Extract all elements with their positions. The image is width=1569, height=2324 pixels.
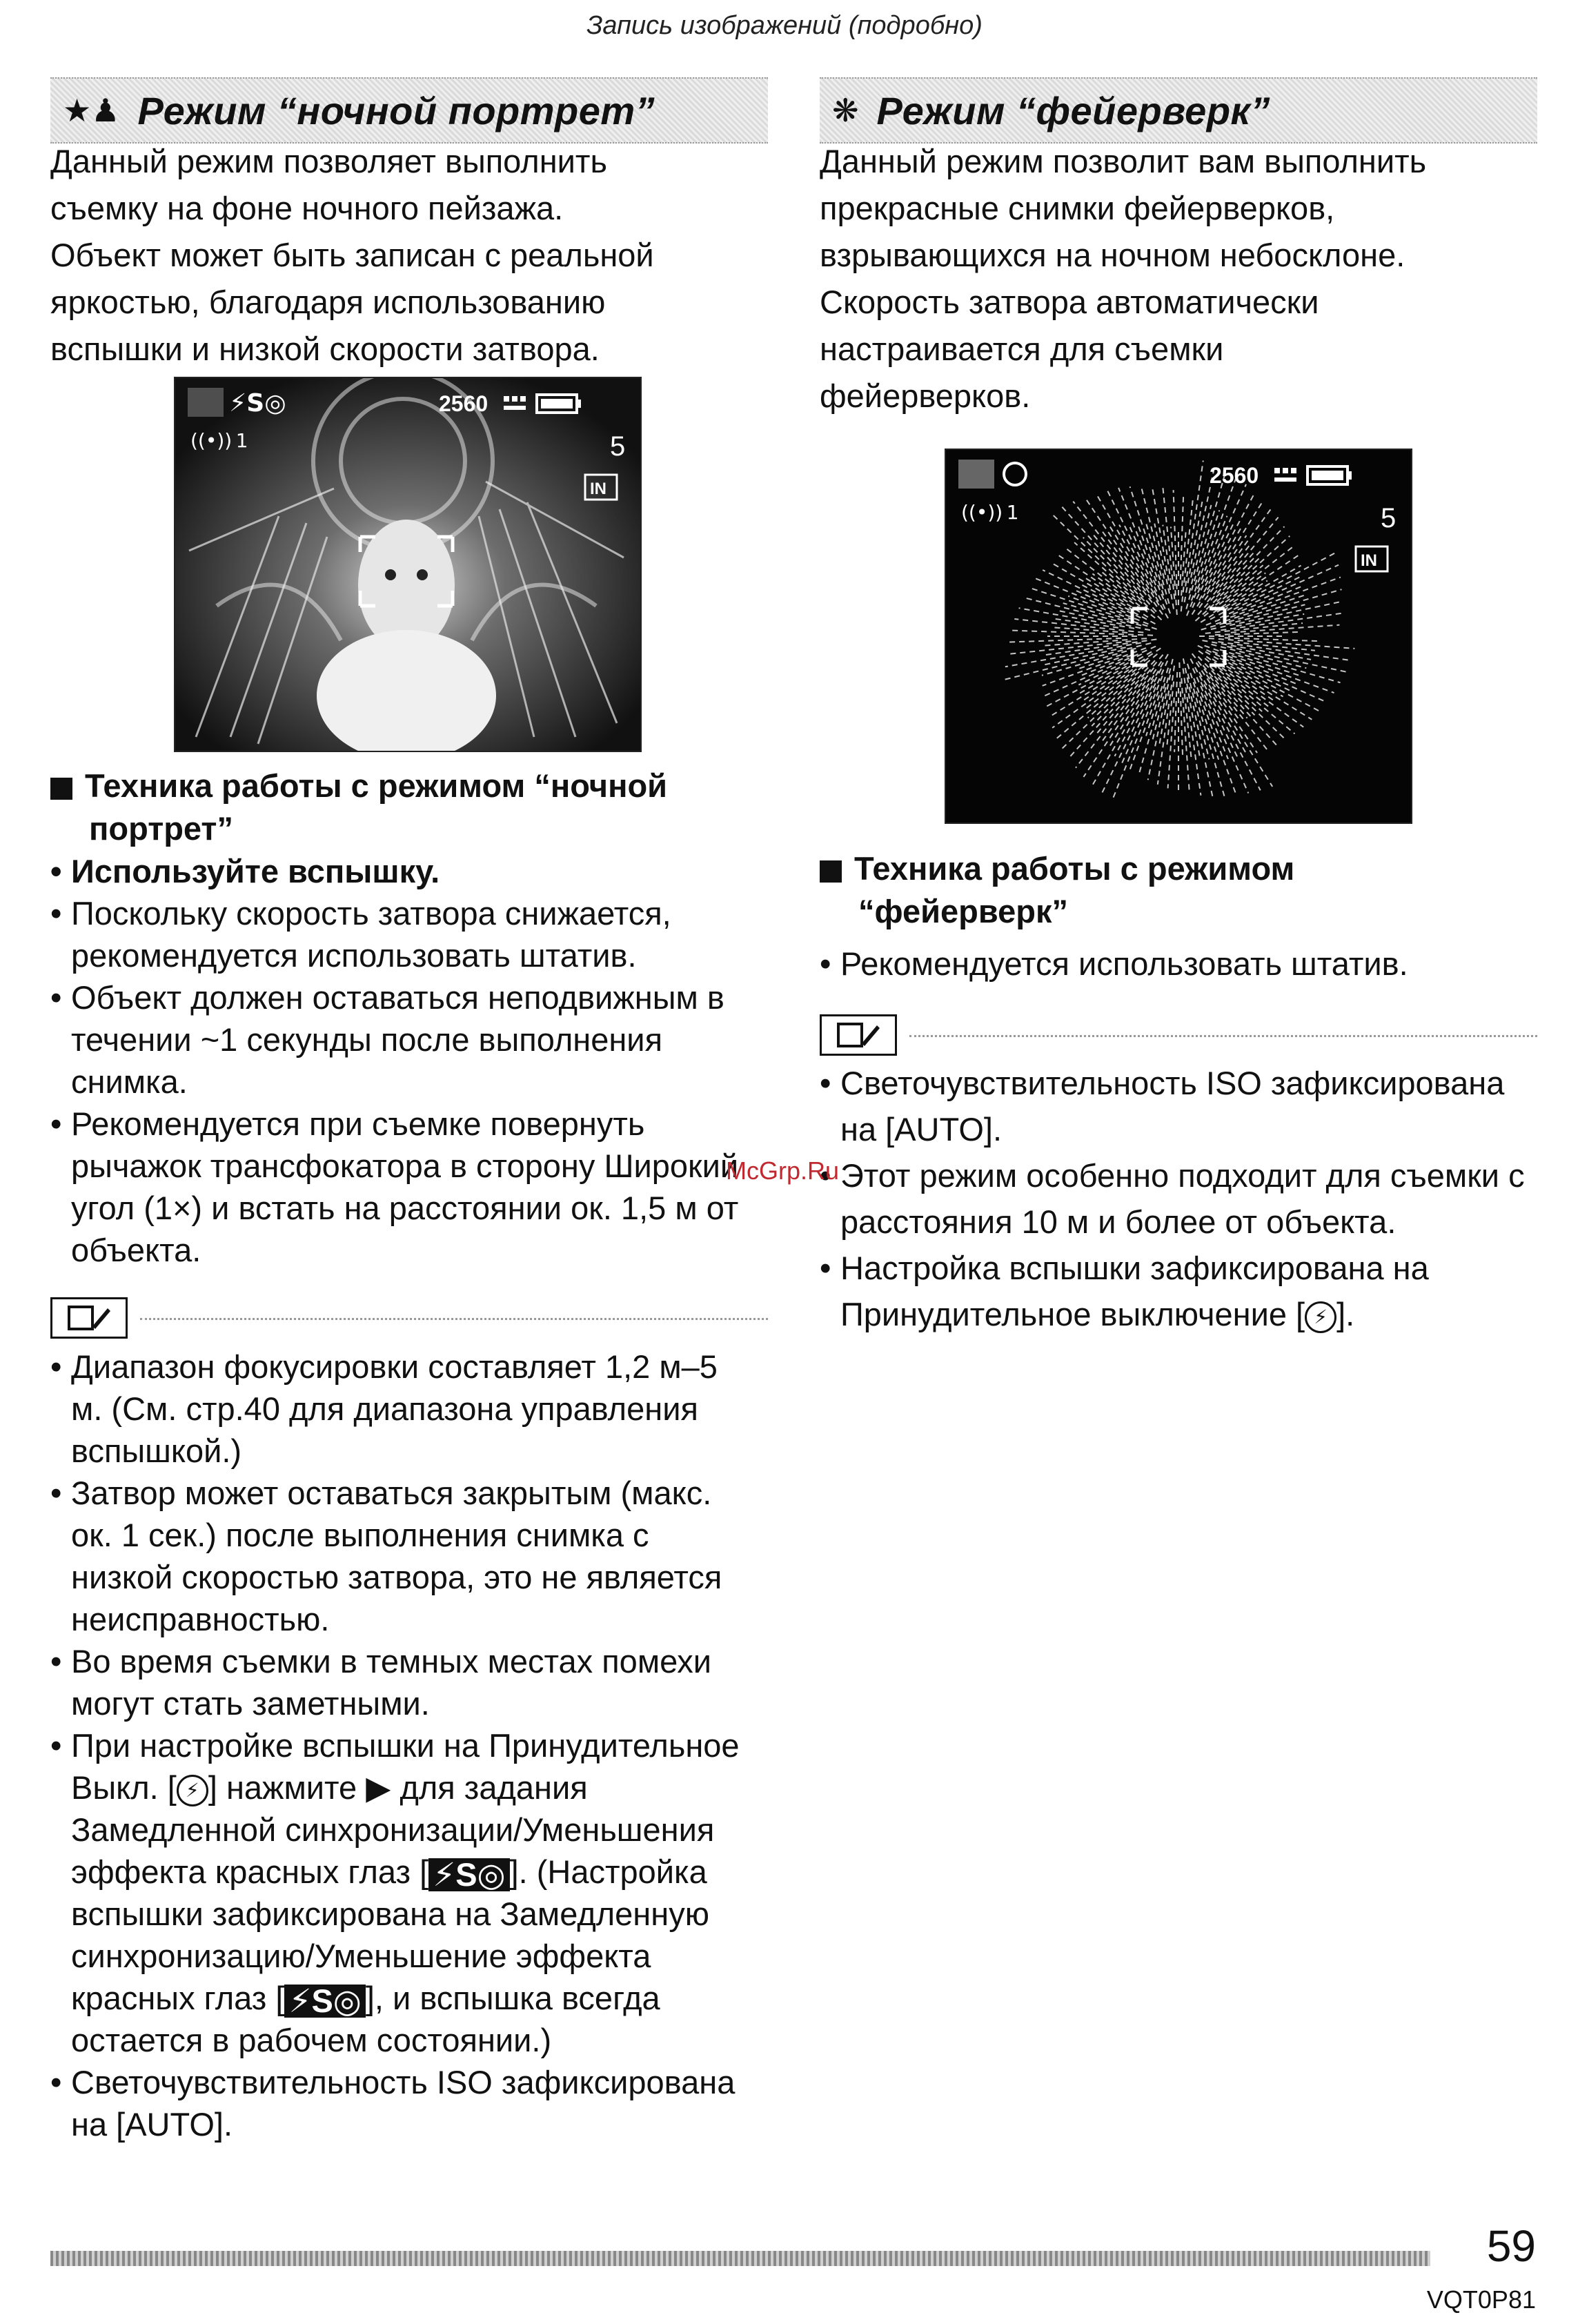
night-portrait-tips: [50, 850, 768, 1271]
lcd-memory-icon: IN: [1361, 551, 1377, 570]
slow-sync-redeye-icon: ⚡S◎: [428, 1858, 509, 1891]
flash-note-text: ]. (Настройка вспышки зафиксирована на Замедленную синхронизацию/Уменьшение эффекта красных глаз [: [71, 1853, 709, 2016]
flash-off-icon: ⚡: [177, 1775, 208, 1806]
list-item: [820, 1245, 1537, 1337]
lcd-memory-icon: IN: [590, 480, 606, 498]
intro-line: настраивается для съемки: [820, 331, 1224, 367]
section-title-line: портрет”: [89, 810, 233, 847]
section-bullet-square: [50, 778, 72, 800]
flash-off-icon: ⚡: [1305, 1301, 1336, 1333]
note-icon: [50, 1297, 128, 1339]
lcd-stabilizer: ((•)) 1: [961, 501, 1019, 524]
slow-sync-redeye-icon: ⚡S◎: [284, 1985, 365, 2018]
section-title-line: “фейерверк”: [858, 893, 1069, 929]
list-item: • Светочувствительность ISO зафиксирована на [AUTO].: [50, 2061, 754, 2145]
lcd-remaining-shots: 5: [1381, 503, 1397, 533]
intro-line: прекрасные снимки фейерверков,: [820, 190, 1335, 226]
watermark: McGrp.Ru: [726, 1156, 840, 1185]
lcd-remaining-shots: 5: [610, 431, 626, 462]
night-portrait-technique-heading: [50, 765, 768, 850]
flash-note-text: ], и вспышка всегда остается в рабочем состоянии.): [71, 1980, 660, 2058]
night-portrait-lcd-image: [174, 377, 642, 752]
list-item: • Рекомендуется использовать штатив.: [820, 943, 1537, 985]
fireworks-lcd-image: [945, 449, 1412, 824]
intro-line: фейерверков.: [820, 377, 1031, 414]
list-item: • Диапазон фокусировки составляет 1,2 м–5 м. (См. стр.40 для диапазона управления вспышкой.): [50, 1346, 754, 1472]
lcd-flash-mode: ⚡S◎: [229, 389, 286, 417]
intro-line: вспышки и низкой скорости затвора.: [50, 331, 600, 367]
flash-note-text: ] нажмите ▶ для задания Замедленной синхронизации/Уменьшения эффекта красных глаз [: [71, 1769, 715, 1890]
section-title-line: Техника работы с режимом “ночной: [85, 767, 668, 804]
flash-note-text: При настройке вспышки на Принудительное Выкл. [: [71, 1727, 740, 1806]
fireworks-tips: [820, 943, 1537, 985]
intro-line: съемку на фоне ночного пейзажа.: [50, 190, 564, 226]
lcd-stabilizer: ((•)) 1: [190, 429, 248, 452]
night-portrait-title: Режим “ночной портрет”: [137, 88, 655, 132]
list-item: • Поскольку скорость затвора снижается, рекомендуется использовать штатив.: [50, 892, 768, 976]
lcd-resolution: 2560: [439, 391, 489, 416]
fireworks-intro: [820, 138, 1537, 420]
list-item: • Объект должен оставаться неподвижным в течении ~1 секунды после выполнения снимка.: [50, 976, 768, 1103]
fireworks-title-bar: [820, 77, 1537, 144]
intro-line: Объект может быть записан с реальной: [50, 237, 654, 273]
fireworks-notes: [820, 1060, 1537, 1337]
page-number: 59: [1486, 2221, 1536, 2271]
fireworks-title: Режим “фейерверк”: [876, 88, 1270, 132]
night-portrait-notes: [50, 1346, 754, 2145]
footer-bar: [50, 2251, 1430, 2266]
list-item: • Затвор может оставаться закрытым (макс. ок. 1 сек.) после выполнения снимка с низкой скоростью затвора, это не является неисправностью.: [50, 1472, 754, 1640]
night-portrait-title-bar: [50, 77, 768, 144]
note-divider: [909, 1035, 1537, 1037]
intro-line: яркостью, благодаря использованию: [50, 284, 606, 320]
lcd-resolution: 2560: [1210, 463, 1259, 488]
note-icon: [820, 1014, 897, 1056]
list-item: [50, 1724, 754, 2061]
intro-line: Скорость затвора автоматически: [820, 284, 1319, 320]
night-portrait-intro: [50, 138, 768, 373]
intro-line: Данный режим позволит вам выполнить: [820, 143, 1427, 179]
intro-line: Данный режим позволяет выполнить: [50, 143, 607, 179]
list-item: • Используйте вспышку.: [50, 850, 768, 892]
running-header: Запись изображений (подробно): [586, 11, 983, 40]
flash-note-text: Настройка вспышки зафиксирована на Принудительное выключение [: [840, 1250, 1429, 1332]
note-divider: [140, 1318, 768, 1320]
list-item: • Рекомендуется при съемке повернуть рычажок трансфокатора в сторону Широкий угол (1×) и встать на расстоянии ок. 1,5 м от объекта.: [50, 1103, 768, 1271]
flash-note-text: ].: [1336, 1296, 1355, 1332]
list-item: • Этот режим особенно подходит для съемки с расстояния 10 м и более от объекта.: [820, 1152, 1537, 1245]
section-bullet-square: [820, 860, 842, 883]
intro-line: взрывающихся на ночном небосклоне.: [820, 237, 1405, 273]
fireworks-technique-heading: [820, 847, 1537, 933]
fireworks-icon: ❋: [832, 92, 859, 128]
night-portrait-icon: ★♟: [63, 92, 120, 128]
list-item: • Светочувствительность ISO зафиксирована на [AUTO].: [820, 1060, 1537, 1152]
list-item: • Во время съемки в темных местах помехи могут стать заметными.: [50, 1640, 754, 1724]
document-code: VQT0P81: [1426, 2285, 1536, 2314]
section-title-line: Техника работы с режимом: [854, 850, 1295, 887]
